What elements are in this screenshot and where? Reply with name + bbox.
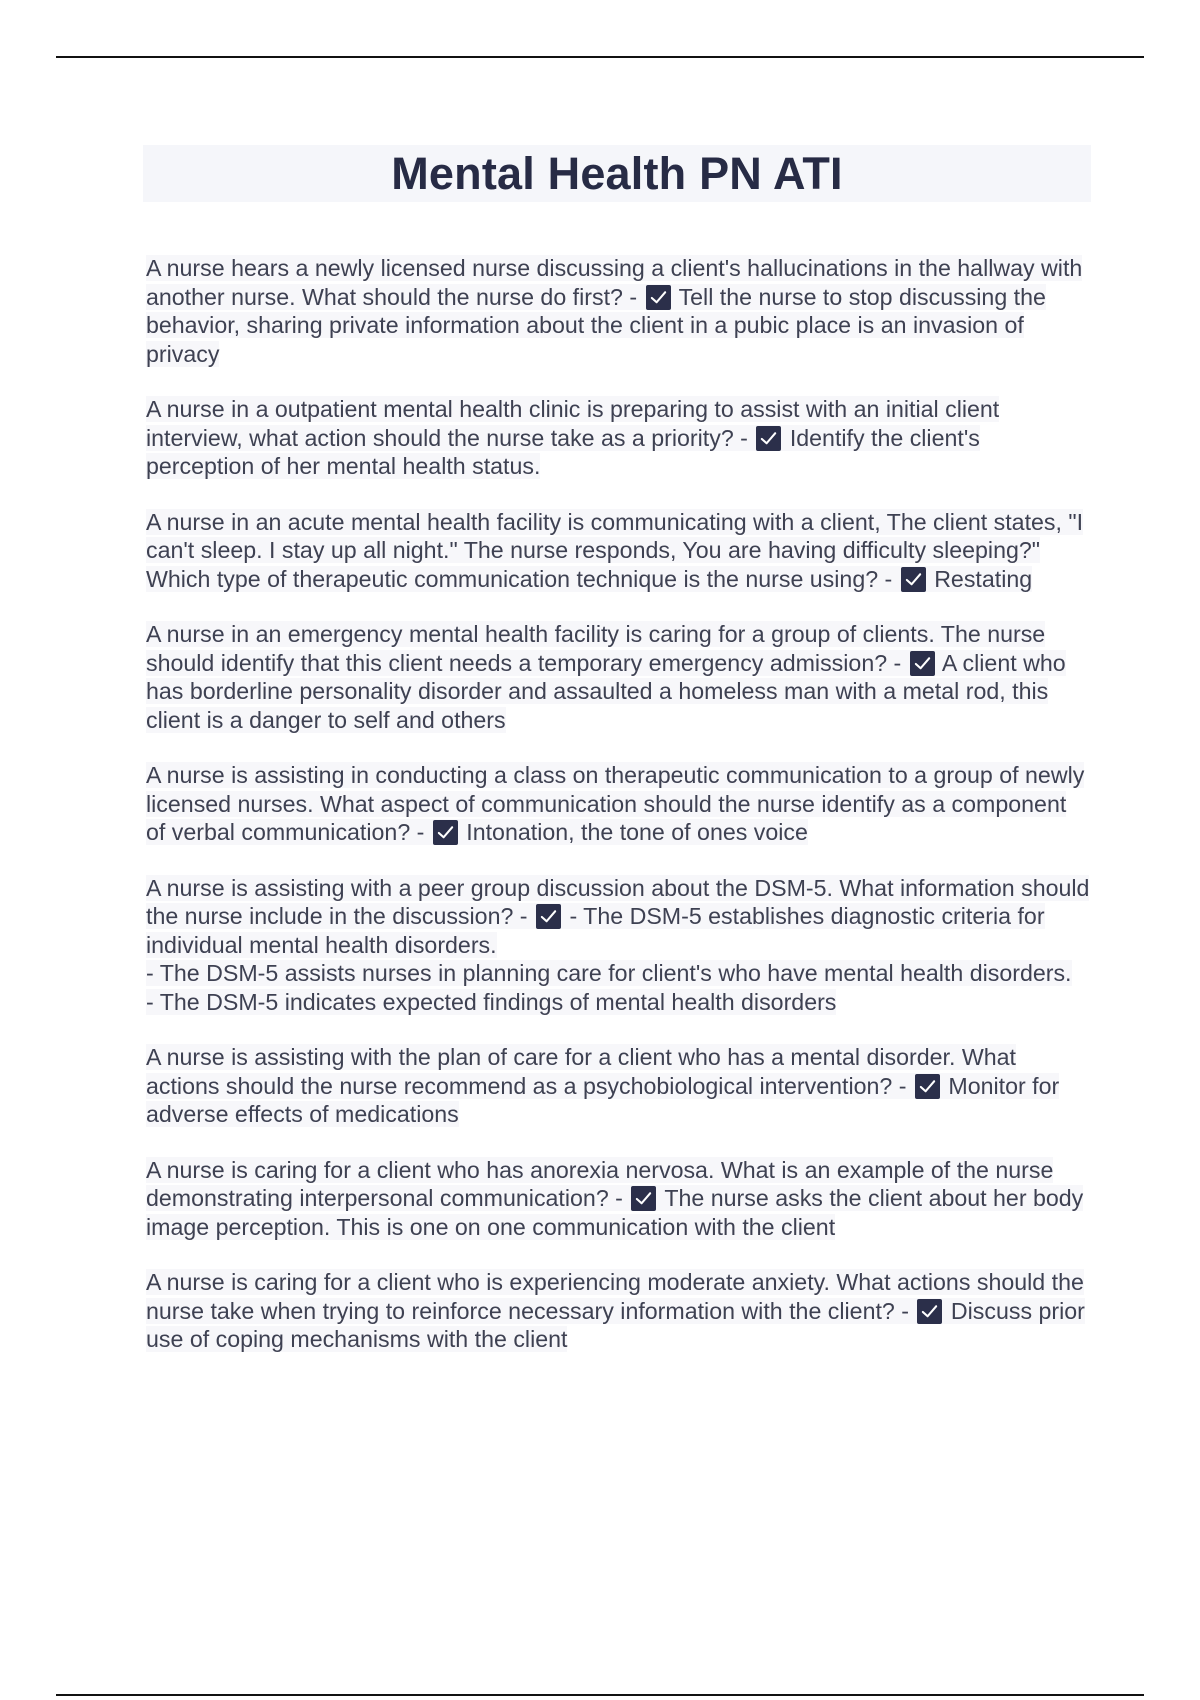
bottom-rule: [56, 1694, 1144, 1696]
qa-item: [146, 1156, 1091, 1242]
answer-text: Monitor for adverse effects of medications: [146, 1072, 1060, 1127]
answer-text: A client who has borderline personality disorder and assaulted a homeless man with a metal rod, this client is a danger to self and others: [146, 649, 1066, 733]
answer-text: - The DSM-5 establishes diagnostic criteria for individual mental health disorders.: [146, 903, 1045, 958]
qa-item: [146, 508, 1091, 594]
question-text: A nurse is caring for a client who is experiencing moderate anxiety. What actions should the nurse take when trying to reinforce necessary information with the client? -: [146, 1269, 1084, 1324]
answer-text: Tell the nurse to stop discussing the behavior, sharing private information about the client in a pubic place is an invasion of privacy: [146, 283, 1046, 367]
title-band: [143, 145, 1091, 202]
answer-text: Discuss prior use of coping mechanisms with the client: [146, 1297, 1085, 1352]
qa-item: [146, 620, 1091, 734]
question-text: A nurse in an emergency mental health facility is caring for a group of clients. The nurse should identify that this client needs a temporary emergency admission? -: [146, 621, 1046, 676]
qa-item: [146, 1268, 1091, 1354]
check-box-icon: [910, 651, 935, 676]
question-text: A nurse is assisting in conducting a class on therapeutic communication to a group of newly licensed nurses. What aspect of communication should the nurse identify as a component of verbal communication? -: [146, 762, 1085, 845]
check-box-icon: [901, 567, 926, 592]
question-text: A nurse is assisting with a peer group discussion about the DSM-5. What information should the nurse include in the discussion? -: [146, 874, 1090, 929]
question-text: A nurse in an acute mental health facility is communicating with a client, The client states, "I can't sleep. I stay up all night." The nurse responds, You are having difficulty sleeping?" Which type of therapeutic communication technique is the nurse using? -: [146, 508, 1084, 592]
qa-item: [146, 1043, 1091, 1129]
qa-list: [146, 254, 1091, 1381]
answer-text: The nurse asks the client about her body image perception. This is one on one communication with the client: [146, 1185, 1084, 1240]
check-box-icon: [631, 1186, 656, 1211]
question-text: A nurse hears a newly licensed nurse discussing a client's hallucinations in the hallway with another nurse. What should the nurse do first? -: [146, 255, 1083, 310]
check-box-icon: [536, 904, 561, 929]
check-box-icon: [917, 1299, 942, 1324]
check-box-icon: [646, 285, 671, 310]
question-text: A nurse is assisting with the plan of care for a client who has a mental disorder. What actions should the nurse recommend as a psychobiological intervention? -: [146, 1044, 1016, 1099]
question-text: A nurse is caring for a client who has anorexia nervosa. What is an example of the nurse demonstrating interpersonal communication? -: [146, 1156, 1054, 1211]
qa-item: [146, 254, 1091, 368]
answer-text: Intonation, the tone of ones voice: [466, 819, 808, 845]
question-text: A nurse in a outpatient mental health clinic is preparing to assist with an initial client interview, what action should the nurse take as a priority? -: [146, 396, 1000, 451]
qa-item: [146, 874, 1091, 1017]
qa-item: [146, 395, 1091, 481]
check-box-icon: [756, 426, 781, 451]
answer-text: Restating: [934, 565, 1033, 592]
qa-item: [146, 761, 1091, 847]
check-box-icon: [915, 1074, 940, 1099]
top-rule: [56, 56, 1144, 58]
page-title: Mental Health PN ATI: [391, 147, 843, 199]
answer-text-line: - The DSM-5 assists nurses in planning care for client's who have mental health disorders.: [146, 960, 1072, 986]
check-box-icon: [433, 820, 458, 845]
answer-text-line: - The DSM-5 indicates expected findings of mental health disorders: [146, 988, 837, 1015]
answer-text: Identify the client's perception of her mental health status.: [146, 424, 980, 479]
